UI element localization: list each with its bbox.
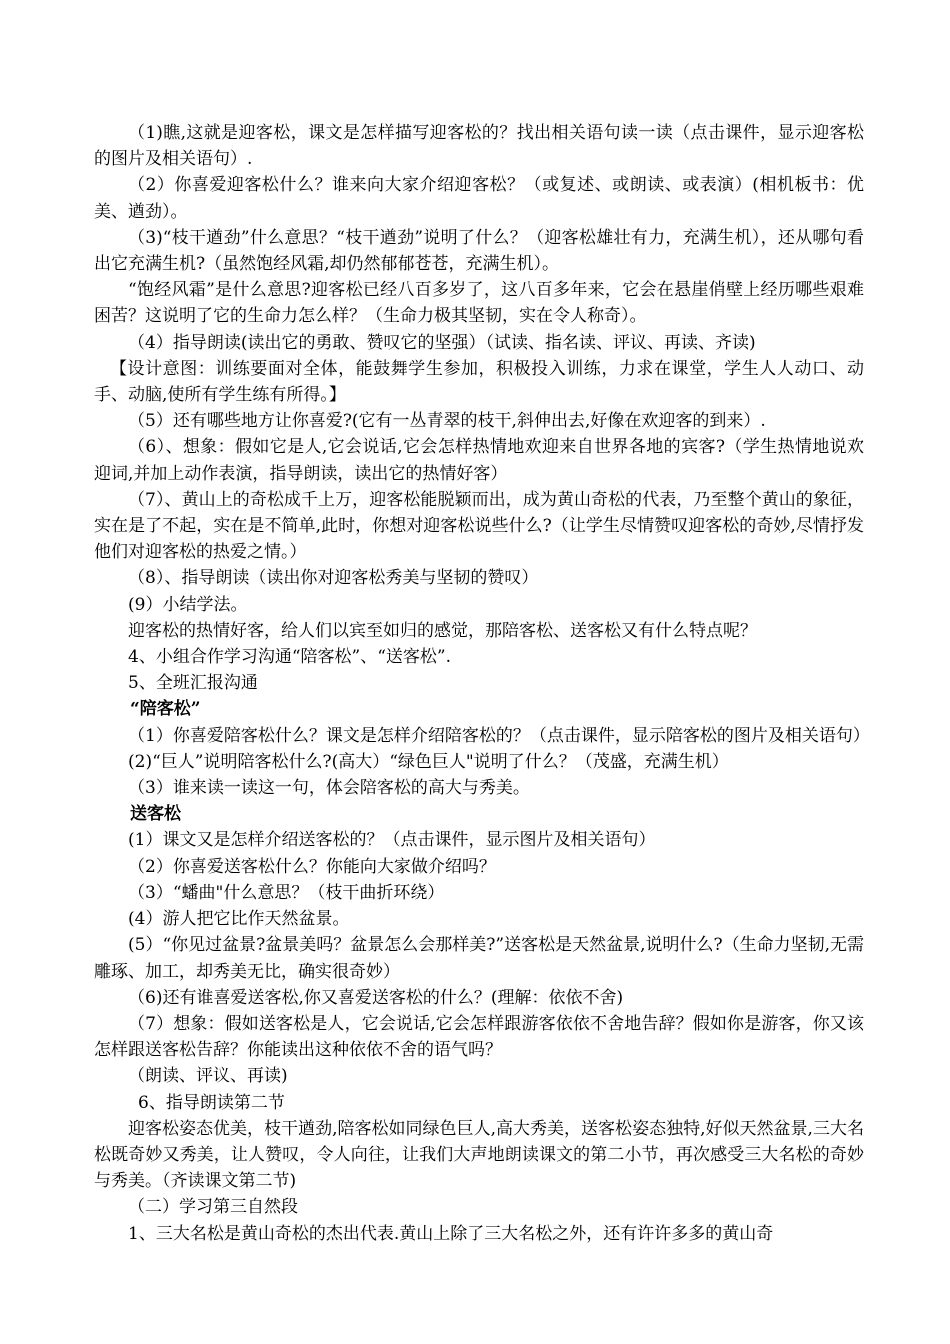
paragraph-yingkesong-q8: （8）、指导朗读（读出你对迎客松秀美与坚韧的赞叹）: [128, 568, 539, 589]
heading-peikesong: “陪客松”: [130, 699, 201, 720]
paragraph-yingkesong-q5: （5）还有哪些地方让你喜爱?(它有一丛青翠的枝干,斜伸出去,好像在欢迎客的到来）.: [128, 411, 766, 432]
paragraph-step-5: 5、全班汇报沟通: [128, 673, 258, 694]
paragraph-peikesong-q3: （3）谁来读一读这一句，体会陪客松的高大与秀美。: [128, 778, 530, 799]
paragraph-yingkesong-q3: （3)“枝干遒劲”什么意思？“枝干遒劲”说明了什么？（迎客松雄壮有力，充满生机），还从哪句看出它充满生机?（虽然饱经风霜,却仍然郁郁苍苍，充满生机）。: [94, 227, 864, 275]
paragraph-read-review: （朗读、评议、再读): [128, 1066, 288, 1087]
paragraph-songkesong-q2: （2）你喜爱送客松什么？你能向大家做介绍吗？: [128, 856, 496, 877]
paragraph-section-2-item-1: 1、三大名松是黄山奇松的杰出代表.黄山上除了三大名松之外，还有许许多多的黄山奇: [128, 1223, 774, 1244]
paragraph-songkesong-q6: （6)还有谁喜爱送客松,你又喜爱送客松的什么？(理解：依依不舍): [128, 987, 624, 1008]
paragraph-peikesong-q2: (2)“巨人”说明陪客松什么?(高大）“绿色巨人"说明了什么？（茂盛，充满生机）: [128, 751, 729, 772]
paragraph-transition: 迎客松的热情好客，给人们以宾至如归的感觉，那陪客松、送客松又有什么特点呢？: [128, 620, 757, 641]
paragraph-songkesong-q5: (5）“你见过盆景?盆景美吗？盆景怎么会那样美?”送客松是天然盆景,说明什么?（生命力坚韧,无需雕琢、加工，却秀美无比，确实很奇妙）: [94, 935, 864, 982]
paragraph-songkesong-q7: （7）想象：假如送客松是人，它会说话,它会怎样跟游客依依不舍地告辞？假如你是游客，你又该怎样跟送客松告辞？你能读出这种依依不舍的语气吗？: [94, 1013, 864, 1061]
paragraph-songkesong-q1: (1）课文又是怎样介绍送客松的？（点击课件，显示图片及相关语句）: [128, 830, 656, 851]
paragraph-design-intent: 【设计意图：训练要面对全体，能鼓舞学生参加，积极投入训练，力求在课堂，学生人人动口、动手、动脑,使所有学生练有所得。】: [94, 358, 864, 406]
paragraph-peikesong-q1: （1）你喜爱陪客松什么？课文是怎样介绍陪客松的？（点击课件，显示陪客松的图片及相关语句）: [128, 725, 870, 746]
paragraph-fengshuang: “饱经风霜”是什么意思?迎客松已经八百多岁了，这八百多年来，它会在悬崖俏壁上经历哪些艰难困苦？这说明了它的生命力怎么样？（生命力极其坚韧，实在令人称奇）。: [94, 280, 864, 327]
paragraph-yingkesong-q1: （1)瞧,这就是迎客松，课文是怎样描写迎客松的？找出相关语句读一读（点击课件，显示迎客松的图片及相关语句）.: [94, 123, 864, 170]
paragraph-summary: 迎客松姿态优美，枝干遒劲,陪客松如同绿色巨人,高大秀美，送客松姿态独特,好似天然盆景,三大名松既奇妙又秀美，让人赞叹，令人向往，让我们大声地朗读课文的第二小节，再次感受三大名松的奇妙与秀美。（齐读课文第二节): [94, 1118, 864, 1192]
paragraph-section-2: （二）学习第三自然段: [128, 1197, 298, 1218]
paragraph-songkesong-q4: (4）游人把它比作天然盆景。: [128, 909, 350, 930]
paragraph-step-4: 4、小组合作学习沟通“陪客松”、“送客松”.: [128, 647, 451, 668]
paragraph-yingkesong-q6: （6）、想象：假如它是人,它会说话,它会怎样热情地欢迎来自世界各地的宾客?（学生热情地说欢迎词,并加上动作表演，指导朗读，读出它的热情好客）: [94, 437, 864, 484]
paragraph-yingkesong-q4: （4）指导朗读(读出它的勇敢、赞叹它的坚强）（试读、指名读、评议、再读、齐读): [128, 332, 756, 353]
document-page: [94, 120, 870, 1247]
heading-songkesong: 送客松: [130, 804, 181, 825]
paragraph-step-6: 6、指导朗读第二节: [138, 1092, 285, 1113]
paragraph-songkesong-q3: （3）“蟠曲"什么意思？（枝干曲折环绕）: [128, 882, 445, 903]
paragraph-yingkesong-q7: （7）、黄山上的奇松成千上万，迎客松能脱颖而出，成为黄山奇松的代表，乃至整个黄山的象征，实在是了不起，实在是不简单,此时，你想对迎客松说些什么?（让学生尽情赞叹迎客松的奇妙,尽情抒发他们对迎客松的热爱之情。）: [94, 489, 864, 563]
paragraph-yingkesong-q9: (9）小结学法。: [128, 594, 248, 615]
paragraph-yingkesong-q2: （2）你喜爱迎客松什么？谁来向大家介绍迎客松？（或复述、或朗读、或表演）(相机板书：优美、遒劲）。: [94, 175, 864, 222]
